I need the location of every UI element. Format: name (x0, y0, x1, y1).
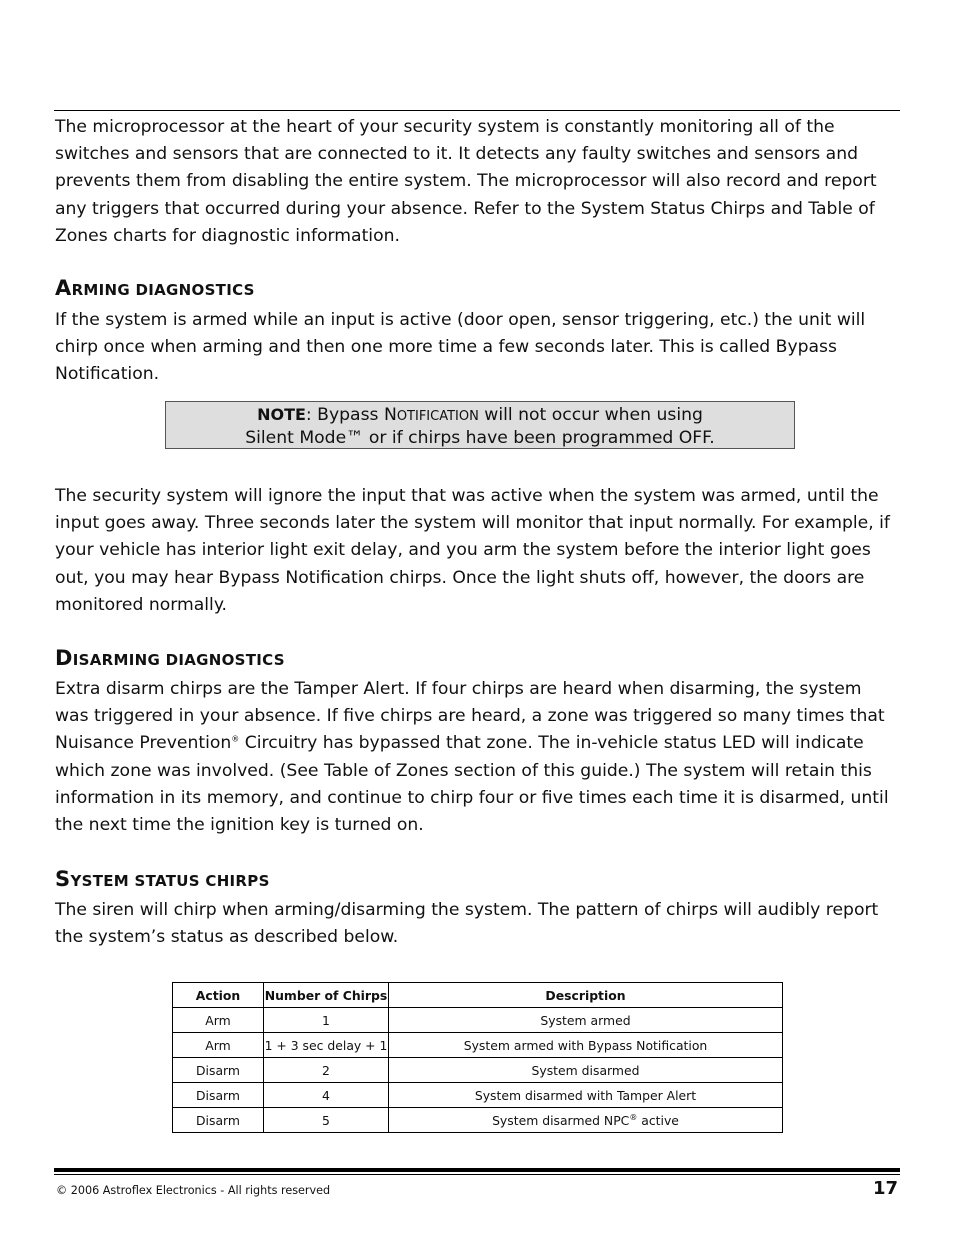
header-description: Description (389, 983, 783, 1008)
arming-paragraph: If the system is armed while an input is active (door open, sensor triggering, etc.) the unit will chirp once when arming and then one more time a few seconds later. This is called Bypass Notification. (55, 310, 866, 385)
disarming-diagnostics-heading (55, 646, 285, 672)
table-row (173, 1083, 783, 1108)
desc-text-b: active (637, 1112, 679, 1128)
footer-divider-thin (54, 1174, 900, 1175)
cell-chirps: 5 (264, 1108, 389, 1133)
disarming-paragraph (55, 676, 900, 839)
note-line-1 (166, 404, 794, 428)
table-row (173, 1033, 783, 1058)
footer-divider-thick (54, 1168, 900, 1172)
desc-text-a: System disarmed NPC (492, 1112, 630, 1128)
registered-mark: ® (629, 1112, 638, 1122)
cell-action: Disarm (173, 1058, 264, 1083)
cell-description: System disarmed (389, 1058, 783, 1083)
cell-chirps: 2 (264, 1058, 389, 1083)
cell-chirps: 4 (264, 1083, 389, 1108)
heading-rest: RMING DIAGNOSTICS (71, 281, 255, 299)
disarming-text-a: Extra disarm chirps are the Tamper Alert. If four chirps are heard when disarming, the system was triggered in your absence. If five chirps are heard, a zone was triggered so many times that Nuisance Prevention (55, 679, 885, 754)
cell-action: Arm (173, 1008, 264, 1033)
arming-diagnostics-heading (55, 276, 255, 302)
cell-description (389, 1108, 783, 1133)
copyright-text: © 2006 Astroflex Electronics - All rights reserved (56, 1184, 331, 1197)
cell-chirps: 1 + 3 sec delay + 1 (264, 1033, 389, 1058)
heading-rest: ISARMING DIAGNOSTICS (72, 651, 285, 669)
heading-initial: D (55, 646, 73, 670)
note-smallcaps: OTIFICATION (396, 409, 479, 424)
top-divider (54, 110, 900, 111)
cell-action: Disarm (173, 1108, 264, 1133)
ignore-paragraph: The security system will ignore the input that was active when the system was armed, until the input goes away. Three seconds later the system will monitor that input normally. For example, if your vehicle has interior light exit delay, and you arm the system before the interior light goes out, you may hear Bypass Notification chirps. Once the light shuts off, however, the doors are monitored normally. (55, 486, 890, 615)
table-row (173, 1108, 783, 1133)
table-row (173, 1008, 783, 1033)
cell-description: System armed with Bypass Notification (389, 1033, 783, 1058)
page-number: 17 (872, 1178, 898, 1199)
note-box (165, 401, 795, 449)
heading-rest: YSTEM STATUS CHIRPS (70, 872, 270, 890)
header-chirps: Number of Chirps (264, 983, 389, 1008)
cell-action: Arm (173, 1033, 264, 1058)
intro-paragraph: The microprocessor at the heart of your security system is constantly monitoring all of the switches and sensors that are connected to it. It detects any faulty switches and sensors and prevents them from disabling the entire system. The microprocessor will also record and report any triggers that occurred during your absence. Refer to the System Status Chirps and Table of Zones charts for diagnostic information. (55, 117, 877, 246)
cell-chirps: 1 (264, 1008, 389, 1033)
cell-description: System disarmed with Tamper Alert (389, 1083, 783, 1108)
heading-initial: A (55, 276, 72, 300)
system-status-chirps-heading (55, 867, 270, 893)
registered-mark: ® (231, 734, 240, 744)
status-paragraph: The siren will chirp when arming/disarming the system. The pattern of chirps will audibly report the system’s status as described below. (55, 900, 879, 948)
note-line-2: Silent Mode™ or if chirps have been programmed OFF. (245, 427, 715, 448)
status-chirps-table (172, 982, 783, 1133)
note-text-a: : Bypass N (305, 405, 397, 425)
note-label: NOTE (257, 405, 306, 424)
heading-initial: S (55, 867, 71, 891)
disarming-text-b: Circuitry has bypassed that zone. The in-vehicle status LED will indicate which zone was involved. (See Table of Zones section of this guide.) The system will retain this information in its memory, and continue to chirp four or five times each time it is disarmed, until the next time the ignition key is turned on. (55, 733, 889, 836)
table-header-row (173, 983, 783, 1008)
table-row (173, 1058, 783, 1083)
note-text-b: will not occur when using (478, 405, 703, 425)
header-action: Action (173, 983, 264, 1008)
cell-action: Disarm (173, 1083, 264, 1108)
cell-description: System armed (389, 1008, 783, 1033)
